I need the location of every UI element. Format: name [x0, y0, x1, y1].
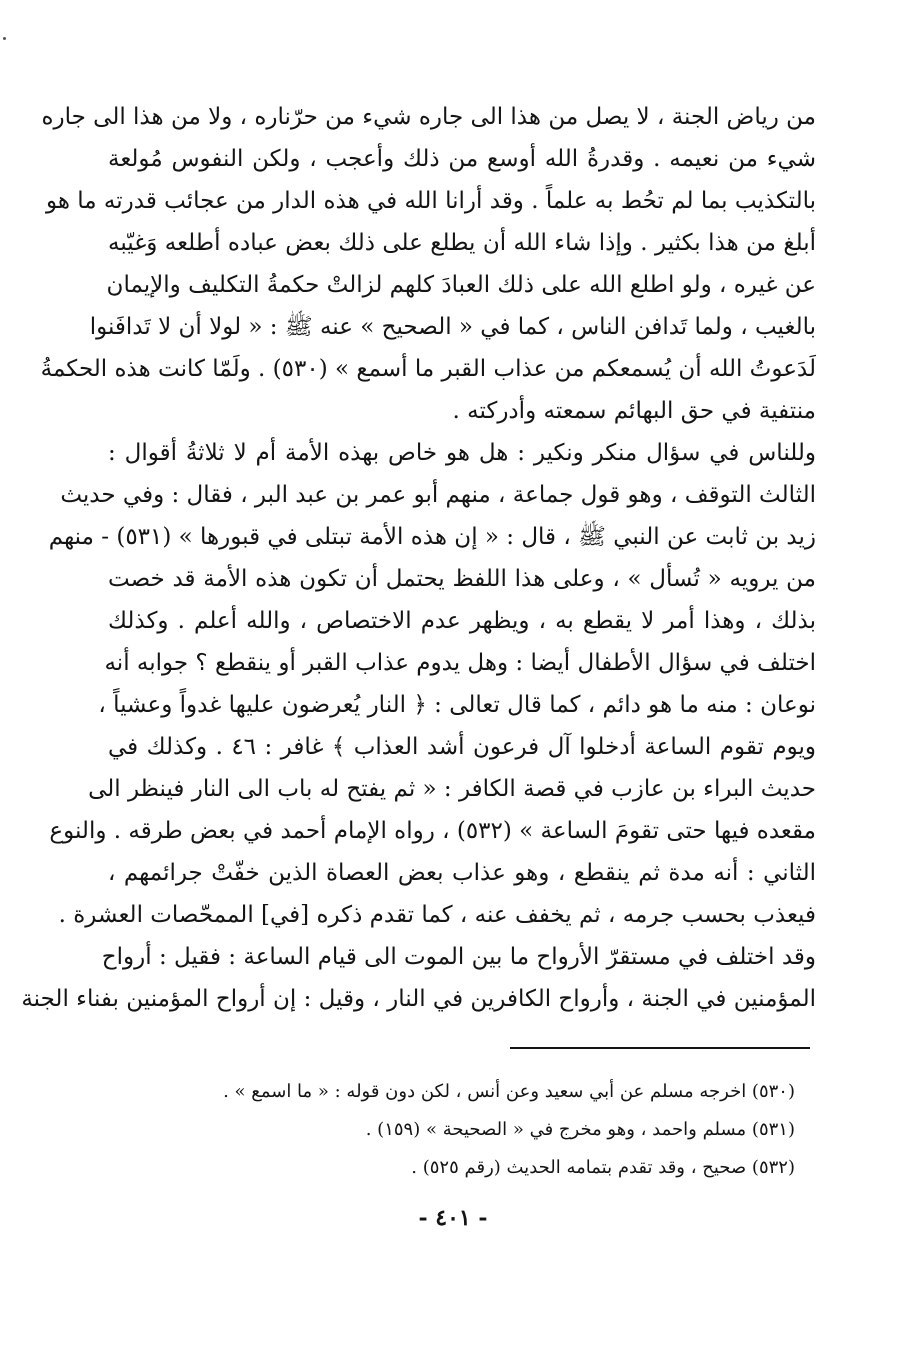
text-line: بالغيب ، ولما تَدافن الناس ، كما في « الصحيح » عنه ﷺ : « لولا أن لا تَدافَنوا [89, 314, 816, 340]
footnote-divider [510, 1047, 810, 1049]
text-line: المؤمنين في الجنة ، وأرواح الكافرين في النار ، وقيل : إن أرواح المؤمنين بفناء الجنة [21, 986, 816, 1012]
text-line: من رياض الجنة ، لا يصل من هذا الى جاره شيء من حرّناره ، ولا من هذا الى جاره [41, 104, 816, 130]
page-number: - ٤٠١ - [418, 1205, 488, 1231]
main-text [21, 96, 816, 1020]
footnote: (٥٣١) مسلم واحمد ، وهو مخرج في « الصحيحة » (١٥٩) . [365, 1119, 795, 1140]
text-line: شيء من نعيمه . وقدرةُ الله أوسع من ذلك وأعجب ، ولكن النفوس مُولعة [108, 146, 816, 172]
scan-speck [3, 37, 6, 40]
text-line: وللناس في سؤال منكر ونكير : هل هو خاص بهذه الأمة أم لا ثلاثةُ أقوال : [108, 440, 816, 466]
text-line: الثاني : أنه مدة ثم ينقطع ، وهو عذاب بعض العصاة الذين خفّتْ جرائمهم ، [108, 860, 816, 886]
text-line: الثالث التوقف ، وهو قول جماعة ، منهم أبو عمر بن عبد البر ، فقال : وفي حديث [60, 482, 816, 508]
text-line: لَدَعوتُ الله أن يُسمعكم من عذاب القبر ما أسمع » (٥٣٠) . ولَمّا كانت هذه الحكمةُ [40, 356, 816, 382]
footnotes [150, 1073, 795, 1187]
text-line: مقعده فيها حتى تقومَ الساعة » (٥٣٢) ، رواه الإمام أحمد في بعض طرقه . والنوع [49, 818, 816, 844]
text-line: زيد بن ثابت عن النبي ﷺ ، قال : « إن هذه الأمة تبتلى في قبورها » (٥٣١) - منهم [48, 524, 816, 550]
footnote: (٥٣٢) صحيح ، وقد تقدم بتمامه الحديث (رقم ٥٢٥) . [411, 1157, 795, 1178]
text-line: وقد اختلف في مستقرّ الأرواح ما بين الموت الى قيام الساعة : فقيل : أرواح [101, 944, 816, 970]
text-line: اختلف في سؤال الأطفال أيضا : وهل يدوم عذاب القبر أو ينقطع ؟ جوابه أنه [104, 650, 816, 676]
text-line: نوعان : منه ما هو دائم ، كما قال تعالى : ﴿ النار يُعرضون عليها غدواً وعشياً ، [98, 692, 816, 718]
text-line: من يرويه « تُسأل » ، وعلى هذا اللفظ يحتمل أن تكون هذه الأمة قد خصت [108, 566, 816, 592]
text-line: أبلغ من هذا بكثير . وإذا شاء الله أن يطلع على ذلك بعض عباده أطلعه وَغيّبه [108, 230, 816, 256]
footnote: (٥٣٠) اخرجه مسلم عن أبي سعيد وعن أنس ، لكن دون قوله : « ما اسمع » . [223, 1081, 795, 1102]
text-line: بذلك ، وهذا أمر لا يقطع به ، ويظهر عدم الاختصاص ، والله أعلم . وكذلك [108, 608, 816, 634]
text-line: حديث البراء بن عازب في قصة الكافر : « ثم يفتح له باب الى النار فينظر الى [88, 776, 816, 802]
text-line: ويوم تقوم الساعة أدخلوا آل فرعون أشد العذاب ﴾ غافر : ٤٦ . وكذلك في [108, 734, 816, 760]
text-line: فيعذب بحسب جرمه ، ثم يخفف عنه ، كما تقدم ذكره [في] الممحّصات العشرة . [58, 902, 816, 928]
text-line: بالتكذيب بما لم تحُط به علماً . وقد أرانا الله في هذه الدار من عجائب قدرته ما هو [45, 188, 816, 214]
text-line: عن غيره ، ولو اطلع الله على ذلك العبادَ كلهم لزالتْ حكمةُ التكليف والإيمان [106, 272, 816, 298]
text-line: منتفية في حق البهائم سمعته وأدركته . [452, 398, 816, 424]
